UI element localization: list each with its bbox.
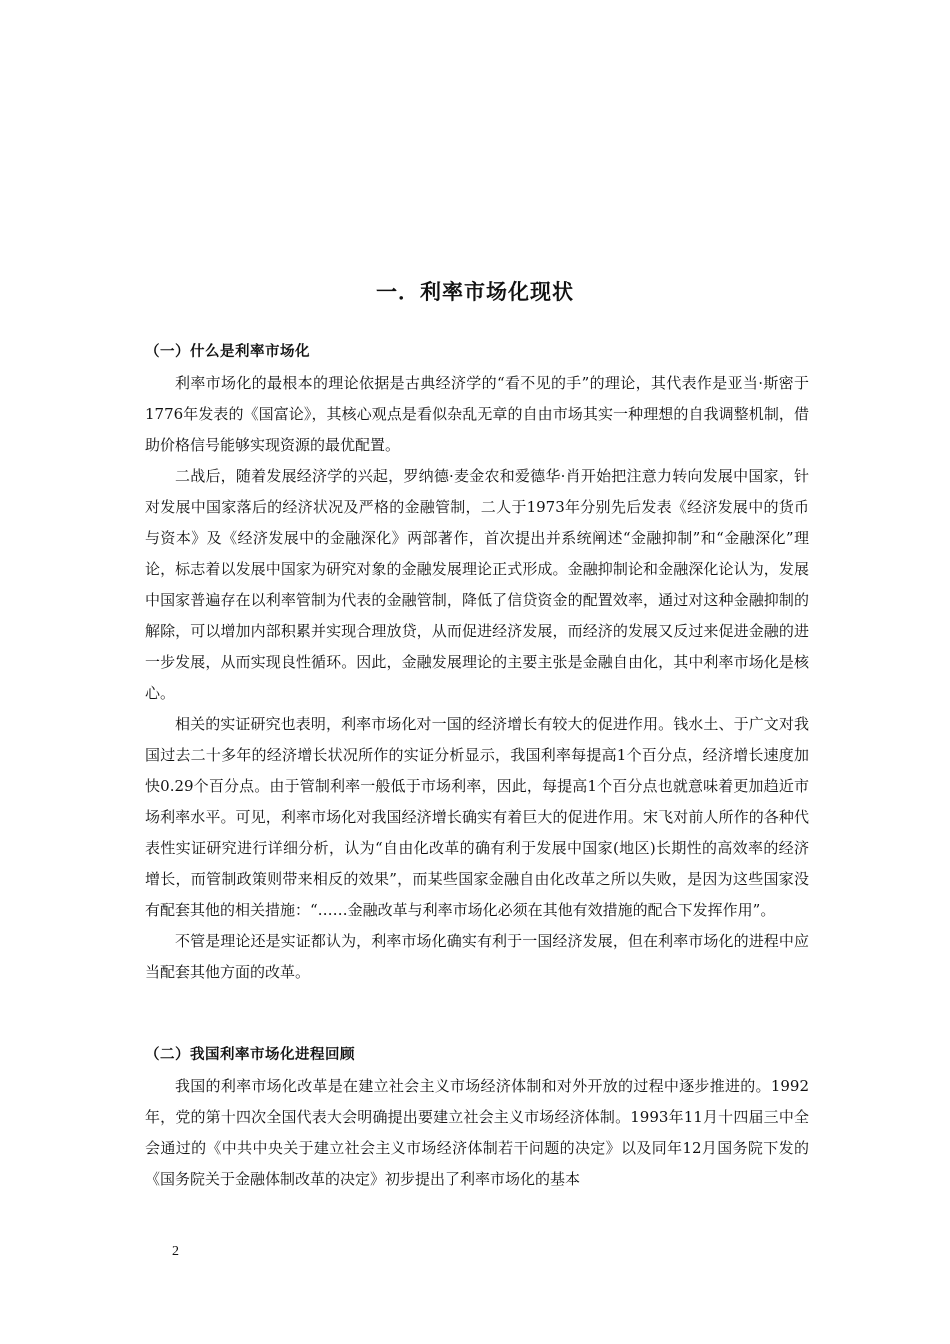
body-paragraph: 相关的实证研究也表明，利率市场化对一国的经济增长有较大的促进作用。钱水土、于广文对我国过去二十多年的经济增长状况所作的实证分析显示，我国利率每提高1个百分点，经济增长速度加快0.29个百分点。由于管制利率一般低于市场利率，因此，每提高1个百分点也就意味着更加趋近市场利率水平。可见，利率市场化对我国经济增长确实有着巨大的促进作用。宋飞对前人所作的各种代表性实证研究进行详细分析，认为“自由化改革的确有利于发展中国家(地区)长期性的高效率的经济增长，而管制政策则带来相反的效果”，而某些国家金融自由化改革之所以失败，是因为这些国家没有配套其他的相关措施：“……金融改革与利率市场化必须在其他有效措施的配合下发挥作用”。 bbox=[145, 715, 809, 919]
page-number: 2 bbox=[172, 1244, 179, 1259]
body-paragraph: 利率市场化的最根本的理论依据是古典经济学的“看不见的手”的理论，其代表作是亚当·斯密于1776年发表的《国富论》，其核心观点是看似杂乱无章的自由市场其实一种理想的自我调整机制，借助价格信号能够实现资源的最优配置。 bbox=[145, 374, 809, 454]
chapter-title: 一．利率市场化现状 bbox=[376, 280, 574, 304]
body-paragraph: 二战后，随着发展经济学的兴起，罗纳德·麦金农和爱德华·肖开始把注意力转向发展中国家，针对发展中国家落后的经济状况及严格的金融管制，二人于1973年分别先后发表《经济发展中的货币与资本》及《经济发展中的金融深化》两部著作，首次提出并系统阐述“金融抑制”和“金融深化”理论，标志着以发展中国家为研究对象的金融发展理论正式形成。金融抑制论和金融深化论认为，发展中国家普遍存在以利率管制为代表的金融管制，降低了信贷资金的配置效率，通过对这种金融抑制的解除，可以增加内部积累并实现合理放贷，从而促进经济发展，而经济的发展又反过来促进金融的进一步发展，从而实现良性循环。因此，金融发展理论的主要主张是金融自由化，其中利率市场化是核心。 bbox=[145, 467, 809, 702]
section-marketization-history bbox=[145, 1040, 809, 1195]
body-paragraph: 不管是理论还是实证都认为，利率市场化确实有利于一国经济发展，但在利率市场化的进程中应当配套其他方面的改革。 bbox=[145, 932, 809, 981]
section-heading: （一）什么是利率市场化 bbox=[145, 344, 310, 360]
body-paragraph: 我国的利率市场化改革是在建立社会主义市场经济体制和对外开放的过程中逐步推进的。1992年，党的第十四次全国代表大会明确提出要建立社会主义市场经济体制。1993年11月十四届三中全会通过的《中共中央关于建立社会主义市场经济体制若干问题的决定》以及同年12月国务院下发的《国务院关于金融体制改革的决定》初步提出了利率市场化的基本 bbox=[145, 1077, 809, 1188]
section-heading: （二）我国利率市场化进程回顾 bbox=[145, 1047, 355, 1063]
section-what-is-interest-rate-marketization bbox=[145, 337, 809, 988]
